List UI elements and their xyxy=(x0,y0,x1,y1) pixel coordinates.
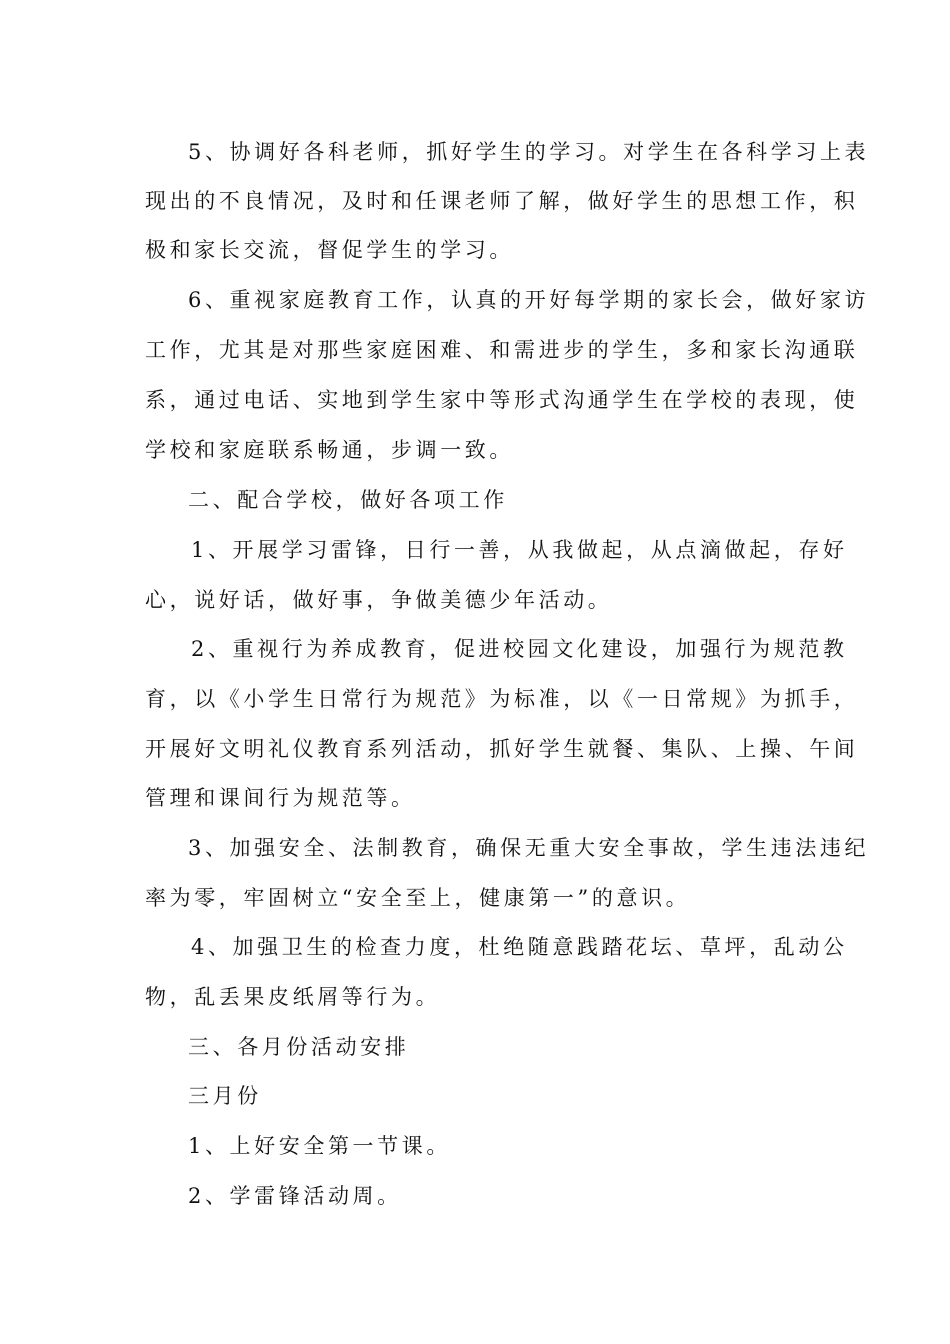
item-2-line-3: 开展好文明礼仪教育系列活动，抓好学生就餐、集队、上操、午间 xyxy=(145,737,859,761)
item-4-line-1: 4、加强卫生的检查力度，杜绝随意践踏花坛、草坪，乱动公 xyxy=(191,935,848,959)
section-heading-3: 三、各月份活动安排 xyxy=(188,1035,410,1059)
march-item-2: 2、学雷锋活动周。 xyxy=(188,1184,402,1208)
paragraph-5-line-3: 极和家长交流，督促学生的学习。 xyxy=(145,238,514,262)
paragraph-5-line-1: 5、协调好各科老师，抓好学生的学习。对学生在各科学习上表 xyxy=(188,140,870,164)
paragraph-6-line-1: 6、重视家庭教育工作，认真的开好每学期的家长会，做好家访 xyxy=(188,288,870,312)
item-2-line-2: 育，以《小学生日常行为规范》为标准，以《一日常规》为抓手， xyxy=(145,687,859,711)
item-1-line-2: 心，说好话，做好事，争做美德少年活动。 xyxy=(145,588,613,612)
item-2-line-4: 管理和课间行为规范等。 xyxy=(145,786,416,810)
paragraph-6-line-3: 系，通过电话、实地到学生家中等形式沟通学生在学校的表现，使 xyxy=(145,388,859,412)
item-2-line-1: 2、重视行为养成教育，促进校园文化建设，加强行为规范教 xyxy=(191,637,848,661)
march-item-1: 1、上好安全第一节课。 xyxy=(188,1134,451,1158)
paragraph-5-line-2: 现出的不良情况，及时和任课老师了解，做好学生的思想工作，积 xyxy=(145,189,859,213)
paragraph-6-line-2: 工作，尤其是对那些家庭困难、和需进步的学生，多和家长沟通联 xyxy=(145,338,859,362)
item-1-line-1: 1、开展学习雷锋，日行一善，从我做起，从点滴做起，存好 xyxy=(191,538,848,562)
item-3-line-2: 率为零，牢固树立“安全至上，健康第一”的意识。 xyxy=(145,886,691,910)
item-3-line-1: 3、加强安全、法制教育，确保无重大安全事故，学生违法违纪 xyxy=(188,836,870,860)
section-heading-2: 二、配合学校，做好各项工作 xyxy=(188,488,508,512)
item-4-line-2: 物，乱丢果皮纸屑等行为。 xyxy=(145,985,441,1009)
paragraph-6-line-4: 学校和家庭联系畅通，步调一致。 xyxy=(145,438,514,462)
month-heading-march: 三月份 xyxy=(188,1084,262,1108)
